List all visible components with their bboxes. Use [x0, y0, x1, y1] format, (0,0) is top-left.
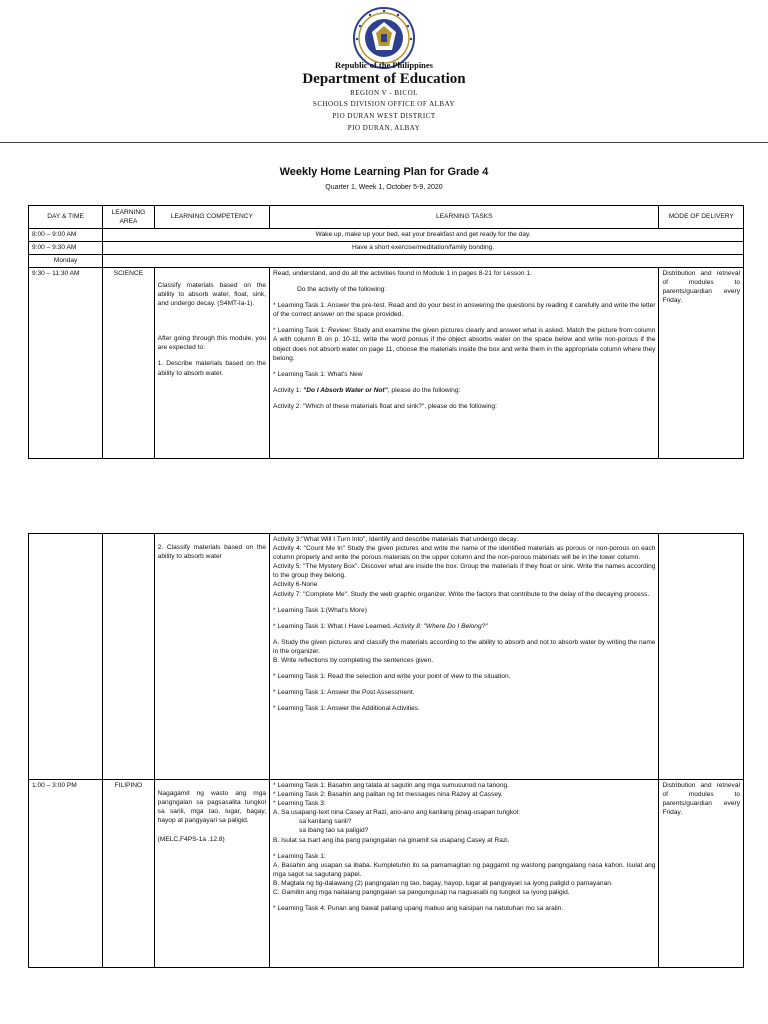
task-text: * Learning Task 3:	[273, 800, 326, 808]
learning-tasks-cell	[270, 534, 659, 780]
column-header-tasks: LEARNING TASKS	[270, 206, 659, 229]
table-row	[29, 780, 744, 968]
task-text: * Learning Task 1:	[273, 852, 326, 860]
table-row	[29, 534, 744, 780]
empty-cell	[659, 534, 744, 780]
task-text: * Learning Task 2: Basahin ang palitan ng txt messages nina Razey at Cassey.	[273, 791, 503, 799]
delivery-cell: Distribution and retrieval of modules to parents/guardian every Friday.	[659, 780, 744, 968]
division-line: SCHOOLS DIVISION OFFICE OF ALBAY	[312, 100, 456, 108]
task-text: Activity 6-None	[273, 581, 318, 589]
day-cell: Monday	[29, 255, 103, 268]
competency-text: Nagagamit ng wasto ang mga pangngalan sa pagsasalita tungkol sa sarili, mga tao, lugar, bagay, hayop at pangyayari sa paligid.	[157, 790, 267, 825]
learning-tasks-cell	[270, 780, 659, 968]
task-text	[273, 622, 655, 631]
task-text: C. Gamitin ang mga naitalang pangngalan sa pangungusap na nagsasabi ng tungkol sa iyong paligid.	[273, 889, 570, 897]
department-title: Department of Education	[302, 71, 466, 87]
task-text	[273, 326, 655, 362]
task-text: * Learning Task 1:(What's More)	[273, 606, 367, 614]
task-text: * Learning Task 1: Answer the Additional Activities.	[273, 705, 420, 713]
region-line: REGION V - BICOL	[350, 89, 418, 97]
district-line: PIO DURAN WEST DISTRICT	[332, 112, 436, 120]
time-cell: 8:00 – 9:00 AM	[29, 229, 103, 242]
task-text: Activity 4: "Count Me In" Study the given pictures and write the name of the identified materials as porous or non-porous on each column properly and write the porous materials on the upper column and the non-porous materials will be in the lower column.	[273, 545, 656, 562]
task-text: * Learning Task 1: Read the selection and write your point of view to the situation.	[273, 673, 511, 681]
learning-plan-table-continued	[28, 533, 744, 968]
competency-cell	[154, 534, 269, 780]
competency-text: Classify materials based on the ability to absorb water, float, sink, and undergo decay. (S4MT-Ia-1).	[157, 282, 267, 308]
routine-cell: Have a short exercise/meditation/family bonding.	[103, 242, 744, 255]
task-body: , please do the following:	[387, 386, 461, 394]
task-text: B. Isulat sa tsart ang iba pang pangngalan na ginamit sa usapang Casey at Razi.	[273, 836, 510, 844]
routine-cell: Wake up, make up your bed, eat your breakfast and get ready for the day.	[103, 229, 744, 242]
task-prefix: * Learning Task 1:	[273, 327, 328, 335]
empty-cell	[103, 255, 744, 268]
task-text: sa ibang tao sa paligid?	[299, 827, 369, 835]
competency-code: (MELC,F4PS-1a .12.8)	[157, 836, 225, 844]
column-header-delivery: MODE OF DELIVERY	[659, 206, 744, 229]
activity-title: Activity 8: "Where Do I Belong?"	[393, 622, 488, 630]
task-text: Activity 7: "Complete Me". Study the web graphic organizer. Write the factors that contribute to the delay of the decaying process.	[273, 590, 650, 598]
time-cell: 9:30 – 11:30 AM	[29, 268, 103, 459]
header-divider	[0, 142, 768, 143]
task-prefix: Activity 1:	[273, 386, 304, 394]
task-text: Activity 2: "Which of these materials float and sink?", please do the following:	[273, 402, 497, 410]
republic-line: Republic of the Philippines	[334, 60, 433, 70]
task-text: A. Sa usapang-text nina Casey at Razi, ano-ano ang kanilang pinag-usapan tungkol:	[273, 809, 521, 817]
competency-text: 1. Describe materials based on the ability to absorb water.	[157, 360, 267, 377]
table-row	[29, 268, 744, 459]
task-text: Activity 3:"What Will I Turn Into", Identify and describe materials that undergo decay.	[273, 536, 519, 543]
task-text: * Learning Task 4: Punan ang bawat patlang upang mabuo ang kaisipan na natutuhan mo sa aralin.	[273, 905, 564, 913]
time-cell: 1:00 – 3:00 PM	[29, 780, 103, 968]
task-text: B. Magtala ng tig-dalawang (2) pangngalan ng tao, bagay, hayop, lugar at pangyayari sa iyong paligid o pamayanan.	[273, 879, 613, 887]
task-review-label: Review:	[327, 327, 352, 335]
table-row	[29, 229, 744, 242]
competency-text: After going through this module, you are expected to:	[157, 335, 267, 352]
task-body: Study and examine the given pictures clearly and answer what is asked. Match the picture from column A with column B on p. 10-11, write the word porous if the object absorbs water on the space below and write non-porous if the object does not absorb water on page 11, choose the materials inside the box and write them in the appropriate column where they belong.	[273, 327, 656, 362]
task-text: * Learning Task 1: Answer the Post Assessment.	[273, 689, 415, 697]
page-subtitle: Quarter 1, Week 1, October 5-9, 2020	[325, 184, 443, 191]
time-cell: 9:00 – 9:30 AM	[29, 242, 103, 255]
task-text: Read, understand, and do all the activities found in Module 1 in pages 8-21 for Lesson 1.	[273, 270, 532, 277]
table-header-row	[29, 206, 744, 229]
task-text: A. Basahin ang usapan sa ibaba. Kumpletuhin ito sa pamamagitan ng paggamit ng wastong pangngalang nasa kahon. Isulat ang mga sagot sa sagutang papel.	[273, 861, 656, 878]
table-row	[29, 255, 744, 268]
page-title: Weekly Home Learning Plan for Grade 4	[279, 166, 489, 178]
task-text: * Learning Task 1: Answer the pre-test. Read and do your best in answering the questions by reading it carefully and write the letter of the correct answer on the space provided.	[273, 302, 656, 319]
column-header-competency: LEARNING COMPETENCY	[154, 206, 269, 229]
learning-area-cell: FILIPINO	[103, 780, 155, 968]
competency-cell	[154, 268, 269, 459]
task-text: sa kanilang sarili?	[299, 818, 352, 826]
activity-title: "Do I Absorb Water or Not"	[303, 386, 388, 394]
task-text	[273, 386, 655, 395]
place-line: PIO DURAN, ALBAY	[347, 124, 421, 132]
task-text: Activity 5: "The Mystery Box". Discover what are inside the box. Group the materials if they float or sink. Write the names according to the group they belong.	[273, 563, 656, 580]
learning-plan-table	[28, 205, 744, 459]
task-body: * Learning Task 1: What I Have Learned,	[273, 622, 394, 630]
table-row	[29, 242, 744, 255]
delivery-cell: Distribution and retrieval of modules to parents/guardian every Friday.	[659, 268, 744, 459]
learning-tasks-cell	[270, 268, 659, 459]
column-header-day-time: DAY & TIME	[29, 206, 103, 229]
task-text: * Learning Task 1: What's New	[273, 370, 363, 378]
competency-cell	[154, 780, 269, 968]
task-text: A. Study the given pictures and classify the materials according to the ability to absorb and not to absorb water by writing the name in the organizer.	[273, 638, 656, 655]
task-text: Do the activity of the following:	[297, 286, 387, 294]
empty-cell	[103, 534, 155, 780]
empty-cell	[29, 534, 103, 780]
learning-area-cell: SCIENCE	[103, 268, 155, 459]
task-text: B. Write reflections by completing the sentences given.	[273, 657, 434, 665]
competency-text: 2. Classify materials based on the ability to absorb water	[157, 544, 267, 561]
task-text: * Learning Task 1: Basahin ang talata at sagutin ang mga sumusunod na tanong.	[273, 782, 510, 789]
column-header-learning-area: LEARNING AREA	[103, 206, 155, 229]
